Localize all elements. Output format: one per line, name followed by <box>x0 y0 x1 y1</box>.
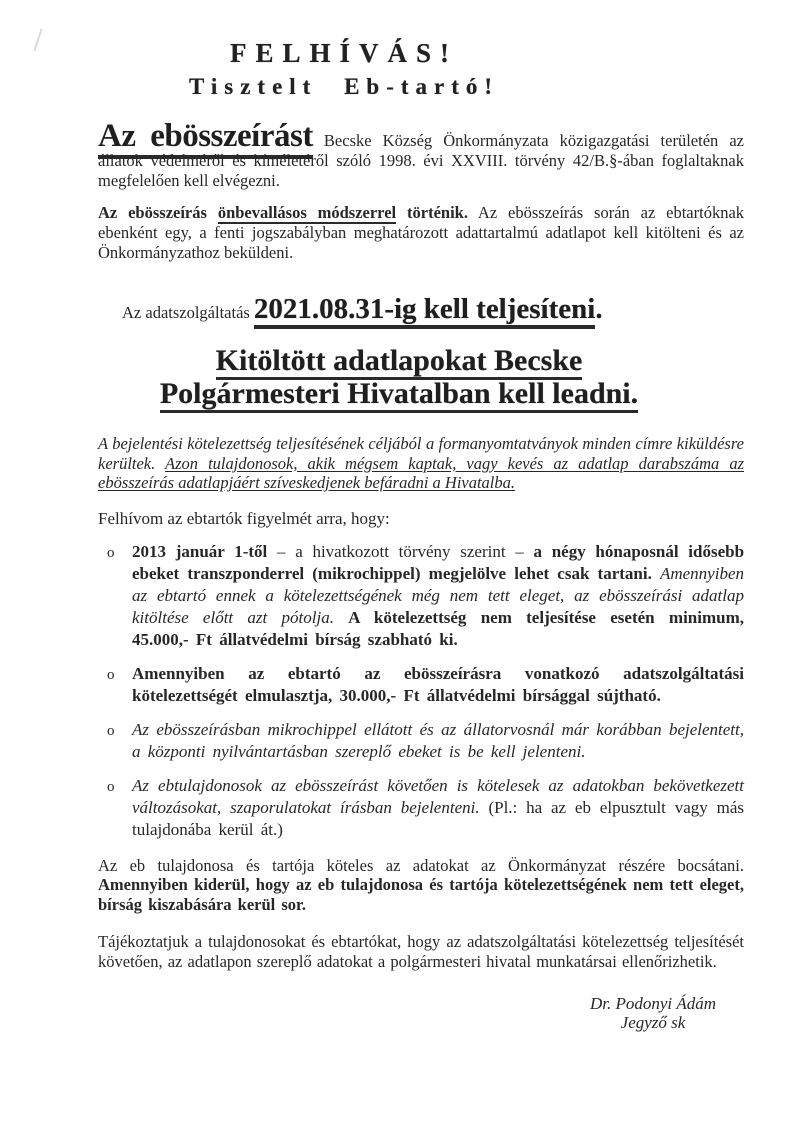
bullet2-bold: Amennyiben az ebtartó az ebösszeírásra vonatkozó adatszolgáltatási kötelezettségét elmulasztja, 30.000,- Ft állatvédelmi bírsággal sújtható. <box>132 663 744 705</box>
submit-heading-line-2: Polgármesteri Hivatalban kell leadni. <box>160 377 638 413</box>
signature-role: Jegyző sk <box>620 1013 686 1032</box>
method-lead2-bold: történik. <box>407 203 468 222</box>
heading-line-tisztelt: Tisztelt Eb-tartó! <box>188 74 500 99</box>
notice-underlined-text: Azon tulajdonosok, akik mégsem kaptak, vagy kevés az adatlap darabszáma az ebösszeírás adatlapjáért szíveskedjenek befáradni a Hivatalba. <box>98 453 744 492</box>
bullet-marker: o <box>107 778 115 795</box>
deadline-prefix: Az adatszolgáltatás <box>122 303 250 322</box>
info-paragraph: Tájékoztatjuk a tulajdonosokat és ebtartókat, hogy az adatszolgáltatási kötelezettség teljesítését követően, az adatlapon szereplő adatokat a polgármesteri hivatal munkatársai ellenőrizhetik. <box>98 932 744 971</box>
bullet-marker: o <box>107 544 115 561</box>
bullet4-italic: Az ebtulajdonosok az ebösszeírást követően is kötelesek az adatokban bekövetkezett változásokat, szaporulatokat írásban bejelenteni. <box>132 775 744 817</box>
deadline-period: . <box>595 293 603 325</box>
method-paragraph <box>98 203 744 263</box>
bullet-item-report-changes <box>98 775 744 841</box>
bullet-marker: o <box>107 722 115 739</box>
deadline-highlight-underlined: 2021.08.31-ig kell teljesíteni <box>254 293 596 329</box>
bullet-marker: o <box>107 666 115 683</box>
intro-text: Becske Község Önkormányzata közigazgatási területén az állatok védelméről és kíméletéről szóló 1998. évi XXVIII. törvény 42/B.§-ában foglaltaknak megfelelően kell elvégezni. <box>98 131 745 190</box>
main-heading <box>0 0 744 104</box>
bullet-item-registered-dogs <box>98 719 744 763</box>
bullet-item-missed-data-fine <box>98 663 744 707</box>
attention-line: Felhívom az ebtartók figyelmét arra, hogy: <box>98 508 390 528</box>
bullet4-normal: (Pl.: ha az eb elpusztult vagy más tulajdonába kerül át.) <box>132 797 745 839</box>
bullet1-date-bold: 2013 január 1-től <box>132 541 268 561</box>
obligation-text: Az eb tulajdonosa és tartója köteles az adatokat az Önkormányzat részére bocsátani. <box>98 855 744 875</box>
intro-lead-underlined: Az ebösszeírást <box>98 118 313 159</box>
bullet3-italic: Az ebösszeírásban mikrochippel ellátott és az állatorvosnál már korábban bejelentett, a központi nyilvántartásban szereplő ebeket is be kell jelenteni. <box>132 719 744 761</box>
obligation-bold-text: Amennyiben kiderül, hogy az eb tulajdonosa és tartója kötelezettségének nem tett eleget, bírság kiszabására kerül sor. <box>98 875 744 914</box>
method-underlined-bold: önbevallásos módszerrel <box>217 203 397 222</box>
notice-text: A bejelentési kötelezettség teljesítésének céljából a formanyomtatványok minden címre kiküldésre kerültek. <box>98 434 744 473</box>
deadline-line <box>98 293 744 326</box>
obligation-paragraph <box>98 856 744 915</box>
bullet1-fine-bold: A kötelezettség nem teljesítése esetén minimum, 45.000,- Ft állatvédelmi bírság szabható ki. <box>132 607 745 649</box>
bullet-item-chip-obligation <box>98 541 744 651</box>
method-text: Az ebösszeírás során az ebtartóknak ebenként egy, a fenti jogszabályban meghatározott adattartalmú adatlapot kell kitölteni és az Önkormányzathoz beküldeni. <box>98 203 745 262</box>
method-lead-bold: Az ebösszeírás <box>98 203 207 222</box>
signature-name: Dr. Podonyi Ádám <box>589 994 717 1013</box>
document-body <box>98 118 745 972</box>
dog-census-bullet-list <box>98 541 744 841</box>
notice-paragraph <box>98 434 744 493</box>
bullet1-normal: – a hivatkozott törvény szerint – <box>276 541 524 561</box>
signature-block <box>538 994 768 1032</box>
submit-heading <box>76 344 722 410</box>
bullet1-rule-bold: a négy hónaposnál idősebb ebeket transzponderrel (mikrochippel) megjelölve lehet csak tartani. <box>132 541 745 583</box>
heading-line-felhivas: FELHÍVÁS! <box>229 38 459 68</box>
bullet1-italic: Amennyiben az ebtartó ennek a kötelezettségének még nem tett eleget, az ebösszeírási adatlap kitöltése előtt azt pótolja. <box>132 563 744 627</box>
submit-heading-line-1: Kitöltött adatlapokat Becske <box>216 344 583 380</box>
intro-paragraph <box>98 118 745 191</box>
